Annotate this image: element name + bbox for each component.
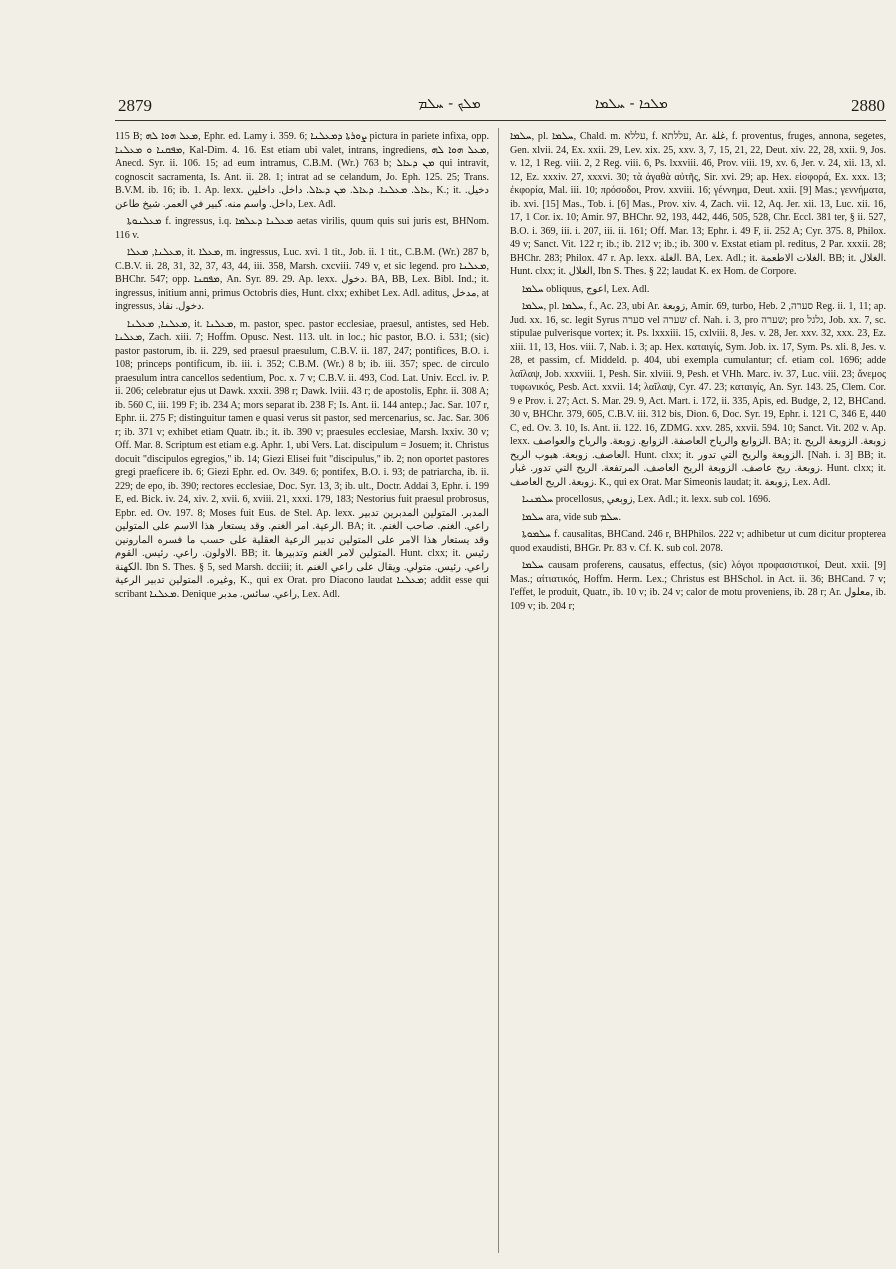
dictionary-entry: ܚܠܡܐ causam proferens, causatus, effectus, (sic) λόγοι προφασιστικοί, Deut. xxii. [9] Mas.; αἰτιατικός, Hoffm. Herm. Lex.; Christus est BHSchol. in Act. ii. 36; BHCand. 7 v; l'effet, le produit, Quatr., ib. 10 v; ib. 24 v; calor de motu proveniens, ib. 28 r; Ar. معلول, ib. 109 v; ib. 204 r;: [510, 560, 886, 612]
dictionary-entry: ܚܠܡܐ ara, vide sub ܚܠܡ.: [522, 511, 622, 523]
dictionary-entry: ܚܠܡܐ obliquus, اعوج, Lex. Adl.: [522, 283, 650, 295]
dictionary-entry: ܚܠܡܘܬܐ f. causalitas, BHCand. 246 r, BHPhilos. 222 v; adhibetur ut cum dicitur propterea quod exaudisti, BHGr. Pr. 83 v. Cf. K. sub col. 2078.: [510, 529, 886, 554]
right-column: [510, 130, 886, 1255]
dictionary-entry: ܚܠܡܐ, pl. ܚܠܡܐ, f., Ac. 23, ubi Ar. زوبعة, Amir. 69, turbo, Heb. סערה, 2 Reg. ii. 1, 11; ap. Jud. xx. 16, sc. legit Syrus סערה vel שערה cf. Nah. i. 3, pro שערה; pro גלגל, Job. xx. 7, sc. stipulae pulverisque vortex; it. Ps. lxxxiii. 15, cxlviii. 8, Jes. v. 28, Jer. xxv. 32, xxx. 23, Ez. xiii. 11, 13, Hos. viii. 7, Nab. i. 3; ap. Hex. καταιγίς, Sym. Job. ix. 17, Sym. Ps. xli. 8, Jes. v. 28, et passim, cf. Middeld. p. 404, ubi exempla cumulantur; cf. etiam col. 1696; adde λαῖλαψ, Job. xxxviii. 1, Pesh. Sir. xlviii. 9, Pesh. et VHh. Marc. iv. 37, Luc. viii. 23; ἄνεμος τυφωνικός, Pesb. Act. xxvii. 14; λαῖλαψ, Cyr. 47. 23; καταιγίς, An. Syr. 143. 25, Clem. Cor. 9 e Prov. i. 27; Act. S. Mar. 29. 9, Act. Mart. i. 172, ii. 335, Apis, ed. Budge, 2, 12, BHCand. 30 v, BHChr. 379, 605, C.B.V. iii. 312 bis, Dion. 6, Doc. Syr. 19, Ephr. i. 121 C, 346 E, 440 C, ed. Ov. 3. 10, Is. Ant. ii. 122. 16, ZDMG. xxv. 285, xxvii. 594. 10; Sanct. Vit. 202 v. Ap. lexx. الزوابع والرياح العاصفة. الزوابع. زوبعة. والرياح والعواصف. BA; it. زوبعة. الزوبعة الريح العاصف. زوبعة. هبوب الريح. Hunt. clxx; it. الزوبعة والريح التي تدور. [Nah. i. 3] BB; it. زوبعة. ريح عاصف. الزوبعة الريح العاصف. المرتفعة. الريح التي تدور. غبار. Hunt. clxx; it. زوبعة. الريح العاصف. K., qui ex Orat. Mar Simeonis laudat; it. زوبعة, Lex. Adl.: [510, 301, 886, 488]
header-rule: [115, 120, 886, 121]
page-header: [0, 0, 896, 118]
left-running-head: ܡܠܟ - ܚܠܡ: [418, 96, 481, 112]
dictionary-entry: ܚܠܡܐ, pl. ܚܠܡܐ, Chald. m. עללא, f. עללתא, Ar. غلة, f. proventus, fruges, annona, segetes, Gen. xlvii. 24, Ex. xxii. 29, Lev. xix. 25, xxv. 3, 7, 15, 21, 22, Deut. xiv. 22, 28, xxii. 9, Jos. v. 12, 1 Reg. viii. 2, 2 Reg. viii. 6, Ps. lxxviii. 46, Prov. viii. 19, xv. 6, Jer. v. 24, xii. 13, xl. 12, Ez. xxxiv. 27, xxxvi. 30; τὰ ἀγαθὰ αὐτῆς, Sir. xvi. 29; ap. Hex. εἰσφορά, Ex. xxx. 13; ἐκφορία, Mal. iii. 10; πρόσοδοι, Prov. xxviii. 16; γέννημα, Deut. xxii. [9] Mas.; γεννήματα, ib. xvi. [15] Mas., Tob. i. [6] Mas., Prov. xiv. 4, Zach. vii. 12, Aq. Jer. xii. 13, Luc. xii. 16, 17, 1 Cor. ix. 10; Amir. 97, BHChr. 92, 193, 442, 446, 505, 528, Chr. Eccl. 381 ter, § ii. 527, B.O. i. 369, iii. i. 207, iii. ii. 161; Off. Mar. 13; Ephr. i. 49 F, ii. 252 A; Cyr. 375. 8, Philox. 49 v; Sanct. Vit. 122 r; ib.; ib. 212 v; ib.; ib. 300 v. Exstat etiam pl. reditus, 2 Par. xxxii. 28; BHChr. 283; Philox. 47 r. Ap. lexx. الغلة. BA, Lex. Adl.; it. الغلات الاطعمة. BB; it. الغلال. Hunt. clxx; it. الغلال, Ibn S. Thes. § 22; laudat K. ex Hom. de Corpore.: [510, 131, 886, 277]
left-column: [115, 130, 489, 1255]
dictionary-entry: ܡܥܠܢܐ, ܡܥܠܢܐ, it. ܡܥܠܢܐ, m. pastor, spec. pastor ecclesiae, praesul, antistes, sed Heb. ܡܥܠܢܐ, Zach. xiii. 7; Hoffm. Opusc. Nest. 113. ult. in loc.; hic pastor, B.O. i. 531; (sic) pastor pastorum, ib. ii. 229, sed praesul praesulum, C.B.V. ii. 187, 247; pontifices, B.O. i. 108; princeps pontificum, ib. iii. i. 352; C.B.M. (Wr.) 8 b; ib. iii. 357; spec. de circulo praesulum intra cancellos sedentium, Poc. x. 7 v; C.B.V. ii. 493, Cod. Lat. Univ. Eccl. iv. P. ii. 206; celebratur ejus ut Dawk. xxxii. 398 r; Dawk. lviii. 43 r; de apostolis, Ephr. ii. 308 A; ib. 560 C, iii. 199 F; ib. 234 A; mors separat ib. 238 F; Is. Ant. ii. 144 antep.; Jac. Sar. 107 r, Ephr. ii. 275 F; distinguitur tamen e quasi verus sit pastor, sed mercenarius, sc. Jac. Sar. 306 r; ib. 371 v; exhibet etiam Quatr. ib.; it. ib. 390 v; praesules ecclesiae, Marsh. lxxiv. 30 v; Off. Mar. 8. Scriptum est etiam e.g. Aphr. 1, ubi Vers. Lat. discipulum = Josuem; it. Christus docuit "discipulos egregios," ib. 14; Giezi Elisei fuit "discipulus," ib. 2; non oportet pastores gregi praeficere ib. 6; Giezi Ephr. ed. Ov. 349. 6; pontifex, B.O. i. 93; de patriarcha, ib. ii. 229; de epo, ib. 390; rectores ecclesiae, Doc. Syr. 13, 3; ib. ult., Doctr. Addai 3, Ephr. i. 199 E, ed. Bick. iv. 24, xiv. 2, xvii. 6, xviii. 21, xxxi. 179, 183; Nestorius fuit praesul probrosus, Epbr. ed. Ov. 197. 8; Moses fuit Eus. de Stel. Ap. lexx. المدبر. المتولين المدبرين تدبير الرعية. امر الغنم. وقد يستعار هذا الاسم على المتولين. BA; it. راعي. الغنم. صاحب الغنم. وقد يستعار هذا الامر على المتولين تدبير الرعية العقلية على حسب ما فسره المارونين الاولون. راعي. رئيس. القوم. BB; it. المتولين لامر الغنم وتدبيرها. Hunt. clxx; it. رئيس الكهنة. Ibn S. Thes. § 5, sed Marsh. dcciii; it. راعي. رئيس. متولي. ويقال على راعي الغنم وغيره. المتولين تدبير الرعية, K., qui ex Orat. pro Diacono laudat ܡܥܠܢܐ; addit esse qui scribant ܡܥܠܢܐ. Denique راعي. سائس. مدبر, Lex. Adl.: [115, 318, 489, 600]
dictionary-entry: ܡܥܠܢܘܬܐ f. ingressus, i.q. ܡܥܠܢܐ ܕܥܠܡܐ aetas virilis, quum quis sui juris est, BHNom. 116 v.: [115, 216, 489, 241]
column-divider: [498, 128, 499, 1253]
right-page-number: 2880: [851, 96, 885, 115]
right-running-head: ܡܠܟܐ - ܚܠܡܐ: [595, 96, 668, 112]
dictionary-entry: 115 B; ܡܥܠ ܗܘܐ ܠܗ, Ephr. ed. Lamy i. 359. 6; ܨܘܪܬܐ ܕܡܥܠܢܐ pictura in pariete infixa, opp. ܡܦܩܢܐ ܘ ܡܥܠܢܐ, Kal-Dim. 4. 16. Est etiam ubi valet, intrans, ingrediens, ܡܥܠ ܗܘܐ ܠܗ, Anecd. Syr. ii. 106. 15; ad eum intramus, C.B.M. (Wr.) 763 b; ܡܢ ܕܥܐܠ qui intravit, cognoscit sacramenta, Is. Ant. ii. 28. 1; intrat ad se celandum, Jo. Eph. 125. 25; Trans. B.V.M. ib. 16; ib. 1. Ap. lexx. ܥܐܠ. ܡܥܠܢܐ. ܕܥܐܠ. ܡܢ ܕܥܐܠ. داخل. داخلين, K.; it. دخيل. داخل. واسم منه. كبير في العمر. شيخ طاعن, Lex. Adl.: [115, 131, 489, 210]
left-page-number: 2879: [118, 96, 152, 115]
dictionary-entry: ܡܥܠܢܐ, ܡܥܠܐ, it. ܡܥܠܐ, m. ingressus, Luc. xvi. 1 tit., Job. ii. 1 tit., C.B.M. (Wr.) 287 b, C.B.V. ii. 28, 31, 32, 37, 43, 44, iii. 358, Marsh. cxcviii. 749 v, et sic legend. pro ܡܥܠܢܐ, BHChr. 547; opp. ܡܦܩܢܐ, An. Syr. 89. 29. Ap. lexx. دخول. BA, BB, Lex. Bibl. Ind.; it. ingressus, initium anni, primus Octobris dies, Hunt. clxx; exhibet Lex. Adl. aditus, مدخل, at ingressus, دخول. نفاذ.: [115, 247, 489, 312]
dictionary-entry: ܚܠܡܢܝܐ procellosus, زوبعي, Lex. Adl.; it. lexx. sub col. 1696.: [522, 494, 771, 505]
